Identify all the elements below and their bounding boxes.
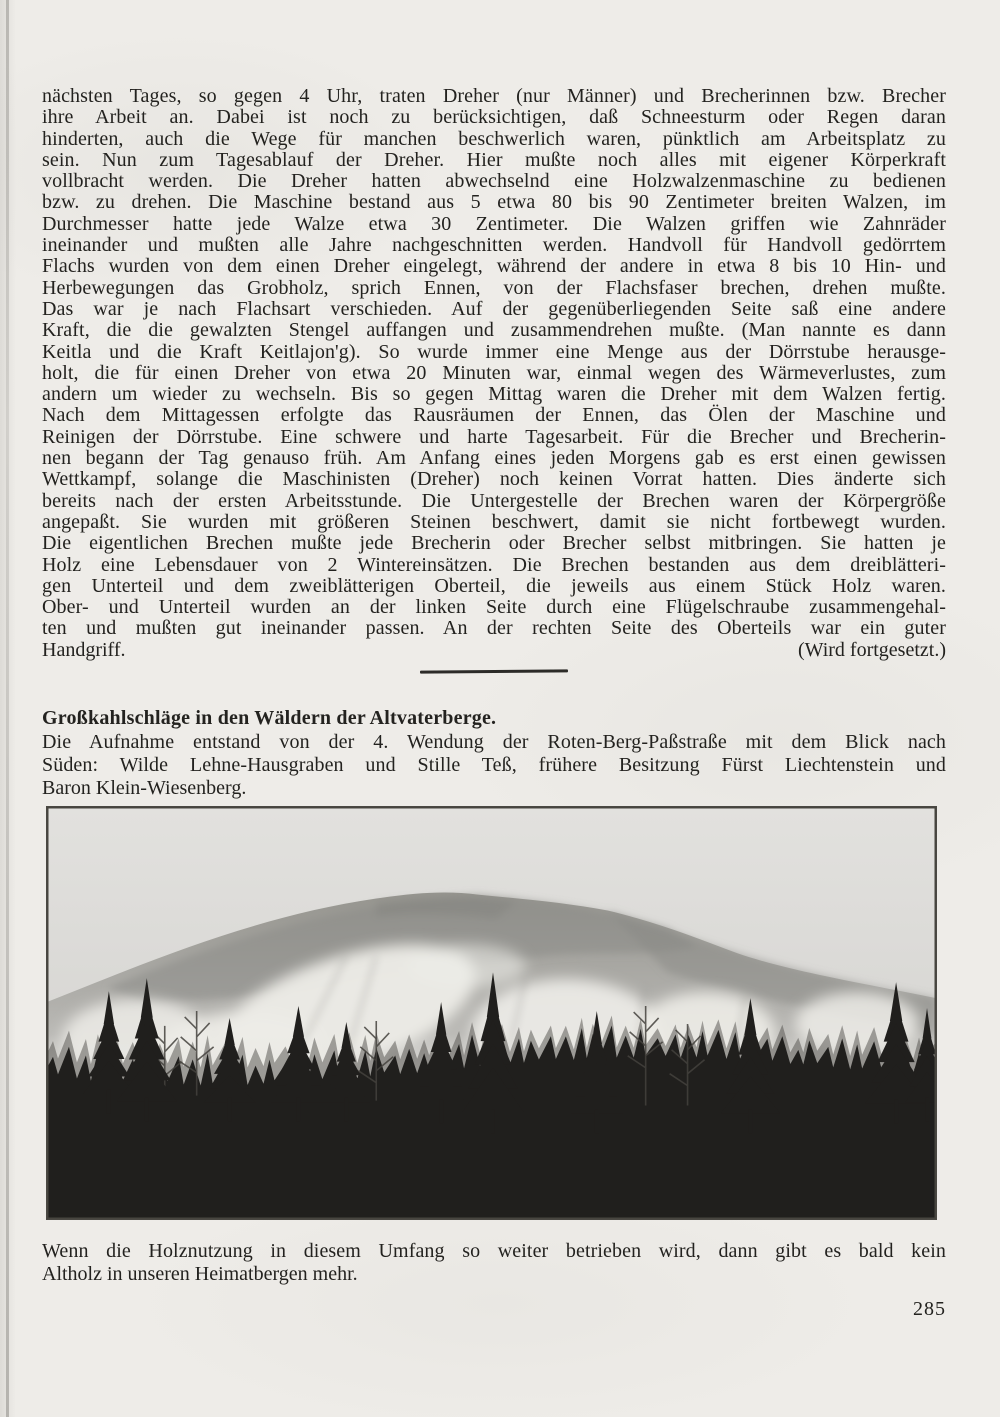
text-line: Keitla und die Kraft Keitlajon'g). So wurde immer eine Menge aus der Dörrstube herausge- [42, 340, 946, 363]
feature-intro [42, 731, 946, 800]
feature-intro-lines [42, 731, 946, 777]
feature-heading: Großkahlschläge in den Wäldern der Altvaterberge. [42, 707, 497, 729]
text-line: Herbewegungen das Grobholz, sprich Ennen, von der Flachsfaser brechen, drehen mußte. [42, 276, 946, 299]
landscape-photo-art [47, 807, 936, 1219]
page-number: 285 [913, 1298, 946, 1320]
photo-caption-last-line: Altholz in unseren Heimatbergen mehr. [42, 1263, 358, 1285]
text-line: Süden: Wilde Lehne-Hausgraben und Stille Teß, frühere Besitzung Fürst Liechtenstein und [42, 754, 946, 776]
text-line: ineinander und mußten alle Jahre nachgeschnitten werden. Handvoll für Handvoll gedörrtem [42, 234, 946, 257]
text-line: sein. Nun zum Tagesablauf der Dreher. Hier mußte noch alles mit eigener Körperkraft [42, 148, 946, 171]
text-line: Die eigentlichen Brechen mußte jede Brecherin oder Brecher selbst mitbringen. Sie hatten je [42, 532, 946, 555]
text-line: nächsten Tages, so gegen 4 Uhr, traten Dreher (nur Männer) und Brecherinnen bzw. Brecher [42, 85, 946, 107]
text-line: angepaßt. Sie wurden mit größeren Steinen beschwert, damit sie nicht fortbewegt wurden. [42, 510, 946, 533]
text-line: bereits nach der ersten Arbeitsstunde. Die Untergestelle der Brechen waren der Körpergröße [42, 489, 946, 512]
text-line: Nach dem Mittagessen erfolgte das Rausräumen der Ennen, das Ölen der Maschine und [42, 404, 946, 427]
text-line: Kraft, die die gewalzten Stengel auffangen und zusammendrehen mußte. (Man nannte es dann [42, 319, 946, 342]
landscape-photo [46, 806, 937, 1220]
feature-intro-last-line: Baron Klein-Wiesenberg. [42, 777, 247, 799]
text-line: Durchmesser hatte jede Walze etwa 30 Zentimeter. Die Walzen griffen wie Zahnräder [42, 212, 946, 235]
text-line: hinderten, auch die Wege für manchen beschwerlich waren, pünktlich am Arbeitsplatz zu [42, 127, 946, 150]
text-line: Ober- und Unterteil wurden an der linken Seite durch eine Flügelschraube zusammengehal- [42, 596, 946, 619]
text-line: ten und mußten gut ineinander passen. An der rechten Seite des Oberteils war ein guter [42, 617, 946, 640]
continuation-note: (Wird fortgesetzt.) [797, 638, 946, 661]
text-line: ihre Arbeit an. Dabei ist noch zu berücksichtigen, daß Schneesturm oder Regen daran [42, 106, 946, 129]
text-line: bzw. zu drehen. Die Maschine bestand aus 5 etwa 80 bis 90 Zentimeter breiten Walzen, im [42, 191, 946, 214]
text-line: vollbracht werden. Die Dreher hatten abwechselnd eine Holzwalzenmaschine zu bedienen [42, 170, 946, 193]
article-paragraph [42, 86, 946, 661]
scan-edge-line [6, 0, 9, 1417]
text-line: Das war je nach Flachsart verschieden. Auf der gegenüberliegenden Seite saß eine andere [42, 297, 946, 320]
text-line: Flachs wurden von dem einen Dreher eingelegt, während der andere in etwa 8 bis 10 Hin- und [42, 255, 946, 278]
section-divider-rule [420, 669, 568, 673]
text-line: holt, die für einen Dreher von etwa 20 Minuten war, einmal wegen des Wärmeverlustes, zum [42, 361, 946, 384]
photo-feature-block [42, 707, 946, 800]
article-lines [42, 86, 946, 640]
text-line: nen begann der Tag genauso früh. Am Anfang eines jeden Morgens gab es erst einen gewissen [42, 447, 946, 470]
photo-caption [42, 1240, 946, 1286]
text-line: Wettkampf, solange die Maschinisten (Dreher) noch keinen Vorrat hatten. Dies änderte sich [42, 468, 946, 491]
text-line: gen Unterteil und dem zweiblätterigen Oberteil, die jeweils aus einem Stück Holz waren. [42, 574, 946, 597]
text-line: Reinigen der Dörrstube. Eine schwere und harte Tagesarbeit. Für die Brecher und Brecherin- [42, 425, 946, 448]
text-line: Holz eine Lebensdauer von 2 Wintereinsätzen. Die Brechen bestanden aus dem dreiblätteri- [42, 553, 946, 576]
text-line: Die Aufnahme entstand von der 4. Wendung der Roten-Berg-Paßstraße mit dem Blick nach [42, 731, 946, 753]
text-line: andern um wieder zu wechseln. Bis so gegen Mittag waren die Dreher mit dem Walzen fertig. [42, 383, 946, 406]
article-last-line-left: Handgriff. [42, 638, 126, 661]
article-last-line [42, 640, 946, 661]
text-line: Wenn die Holznutzung in diesem Umfang so weiter betrieben wird, dann gibt es bald kein [42, 1240, 946, 1262]
photo-caption-lines [42, 1240, 946, 1263]
